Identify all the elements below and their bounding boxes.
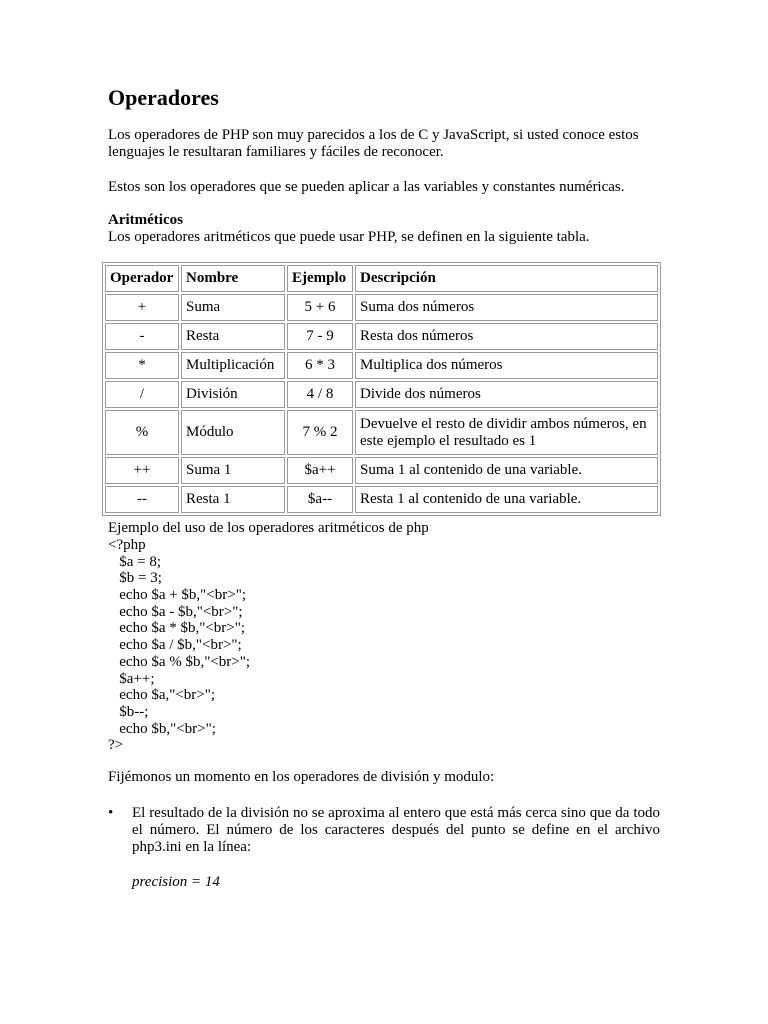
cell-operador: +: [105, 294, 179, 321]
cell-operador: --: [105, 486, 179, 513]
cell-descripcion: Suma 1 al contenido de una variable.: [355, 457, 658, 484]
table-row: [105, 381, 658, 408]
code-line: echo $a - $b,"<br>";: [108, 603, 243, 620]
cell-descripcion: Suma dos números: [355, 294, 658, 321]
table-row: [105, 323, 658, 350]
cell-ejemplo: $a--: [287, 486, 353, 513]
example-intro: Ejemplo del uso de los operadores aritméticos de php: [108, 520, 429, 536]
cell-ejemplo: 5 + 6: [287, 294, 353, 321]
cell-nombre: División: [181, 381, 285, 408]
cell-descripcion: Resta 1 al contenido de una variable.: [355, 486, 658, 513]
code-line: $a = 8;: [108, 553, 162, 570]
table-row: [105, 294, 658, 321]
cell-operador: *: [105, 352, 179, 379]
code-line: $b--;: [108, 703, 149, 720]
cell-nombre: Módulo: [181, 410, 285, 455]
cell-ejemplo: 6 * 3: [287, 352, 353, 379]
code-line: echo $a,"<br>";: [108, 687, 216, 704]
cell-nombre: Resta: [181, 323, 285, 350]
cell-descripcion: Multiplica dos números: [355, 352, 658, 379]
header-descripcion: Descripción: [355, 265, 658, 292]
cell-descripcion: Resta dos números: [355, 323, 658, 350]
table-header-row: [105, 265, 658, 292]
code-line: echo $a % $b,"<br>";: [108, 653, 251, 670]
table-row: [105, 457, 658, 484]
cell-operador: ++: [105, 457, 179, 484]
cell-nombre: Resta 1: [181, 486, 285, 513]
code-line: $b = 3;: [108, 570, 162, 587]
cell-operador: -: [105, 323, 179, 350]
cell-ejemplo: 4 / 8: [287, 381, 353, 408]
cell-nombre: Multiplicación: [181, 352, 285, 379]
code-line: <?php: [108, 537, 146, 553]
code-line: echo $a + $b,"<br>";: [108, 587, 247, 604]
section-text: Los operadores aritméticos que puede usar PHP, se definen en la siguiente tabla.: [108, 229, 590, 245]
cell-ejemplo: 7 - 9: [287, 323, 353, 350]
section-heading: Aritméticos: [108, 212, 183, 228]
bullet-dot-icon: •: [108, 805, 114, 821]
cell-ejemplo: 7 % 2: [287, 410, 353, 455]
cell-descripcion: Divide dos números: [355, 381, 658, 408]
cell-nombre: Suma: [181, 294, 285, 321]
cell-operador: %: [105, 410, 179, 455]
table-row: [105, 352, 658, 379]
cell-ejemplo: $a++: [287, 457, 353, 484]
numeric-intro-paragraph: Estos son los operadores que se pueden aplicar a las variables y constantes numéricas.: [108, 179, 625, 195]
cell-operador: /: [105, 381, 179, 408]
division-intro: Fijémonos un momento en los operadores de división y modulo:: [108, 769, 495, 785]
table-row: [105, 410, 658, 455]
header-nombre: Nombre: [181, 265, 285, 292]
table-row: [105, 486, 658, 513]
intro-paragraph: Los operadores de PHP son muy parecidos a los de C y JavaScript, si usted conoce estos lenguajes le resultaran familiares y fáciles de reconocer.: [108, 127, 639, 160]
php-code-example: [108, 537, 250, 754]
cell-nombre: Suma 1: [181, 457, 285, 484]
code-line: echo $a / $b,"<br>";: [108, 637, 242, 654]
code-line: echo $a * $b,"<br>";: [108, 620, 246, 637]
code-line: ?>: [108, 737, 124, 754]
page-title: Operadores: [108, 85, 219, 110]
precision-setting: precision = 14: [132, 874, 220, 890]
bullet-text: El resultado de la división no se aproxima al entero que está más cerca sino que da todo el número. El número de los caracteres después del punto se define en el archivo php3.ini en la línea:: [132, 805, 660, 855]
header-operador: Operador: [105, 265, 179, 292]
header-ejemplo: Ejemplo: [287, 265, 353, 292]
cell-descripcion: Devuelve el resto de dividir ambos números, en este ejemplo el resultado es 1: [355, 410, 658, 455]
code-line: $a++;: [108, 670, 155, 687]
code-line: echo $b,"<br>";: [108, 720, 216, 737]
operators-table: [102, 262, 661, 516]
